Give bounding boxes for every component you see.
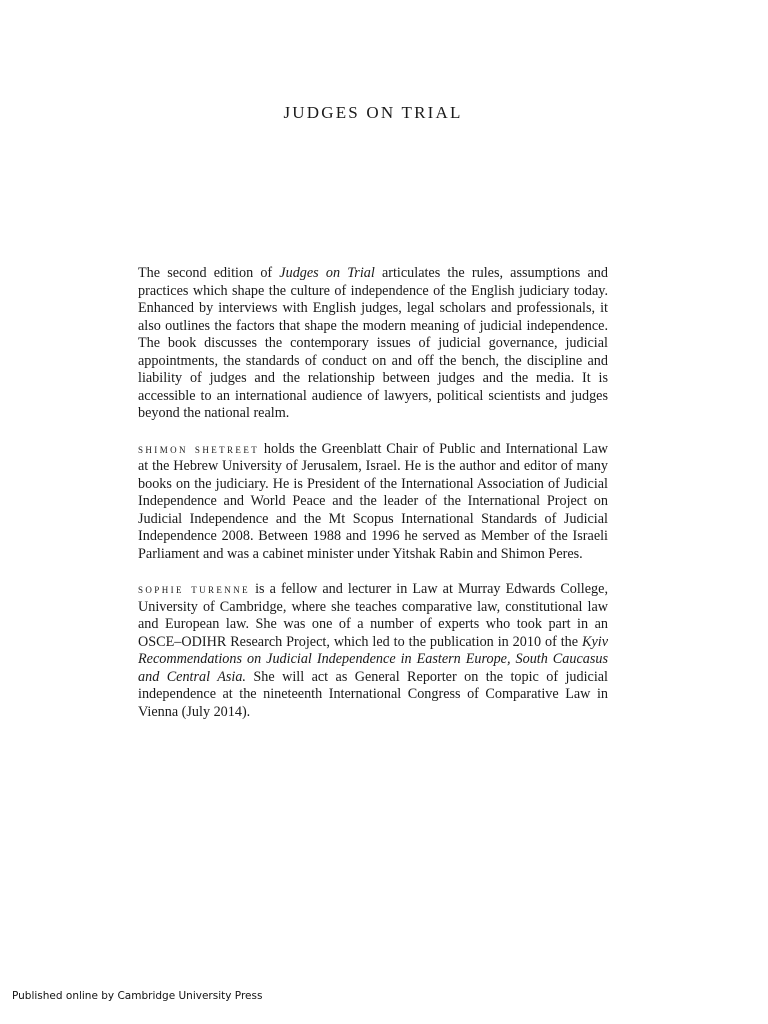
publisher-footer: Published online by Cambridge University Press <box>12 990 263 1002</box>
author-bio-text-turenne-1: is a fellow and lecturer in Law at Murray Edwards College, University of Cambridge, where she teaches comparative law, constitutional law and European law. She was one of a number of experts who took part in an OSCE–ODIHR Research Project, which led to the publication in 2010 of the <box>138 581 608 650</box>
body-text <box>138 265 608 738</box>
author-bio-shetreet <box>138 440 608 564</box>
author-bio-text-turenne-2: She will act as General Reporter on the topic of judicial independence at the nineteenth International Congress of Comparative Law in Vienna (July 2014). <box>138 668 609 720</box>
book-description <box>138 265 608 423</box>
book-title-italic: Judges on Trial <box>279 265 375 281</box>
publication-title-italic: Kyiv Recommendations on Judicial Independence in Eastern Europe, South Caucasus and Central Asia. <box>138 633 608 685</box>
author-name-turenne: sophie turenne <box>138 581 251 596</box>
page-title: JUDGES ON TRIAL <box>283 103 463 122</box>
author-name-shetreet: shimon shetreet <box>138 440 260 456</box>
description-rest: articulates the rules, assumptions and practices which shape the culture of independence of the English judiciary today. Enhanced by interviews with English judges, legal scholars and professionals, it also outlines the factors that shape the modern meaning of judicial independence. The book discusses the contemporary issues of judicial governance, judicial appointments, the standards of conduct on and off the bench, the discipline and liability of judges and the relationship between judges and the media. It is accessible to an international audience of lawyers, political scientists and judges beyond the national realm. <box>138 265 608 421</box>
description-lead: The second edition of <box>138 265 280 281</box>
author-bio-turenne <box>138 580 608 721</box>
author-bio-text-shetreet: holds the Greenblatt Chair of Public and International Law at the Hebrew University of Jerusalem, Israel. He is the author and editor of many books on the judiciary. He is President of the International Association of Judicial Independence and World Peace and the leader of the International Project on Judicial Independence and the Mt Scopus International Standards of Judicial Independence 2008. Between 1988 and 1996 he served as Member of the Israeli Parliament and was a cabinet minister under Yitshak Rabin and Shimon Peres. <box>138 440 608 562</box>
